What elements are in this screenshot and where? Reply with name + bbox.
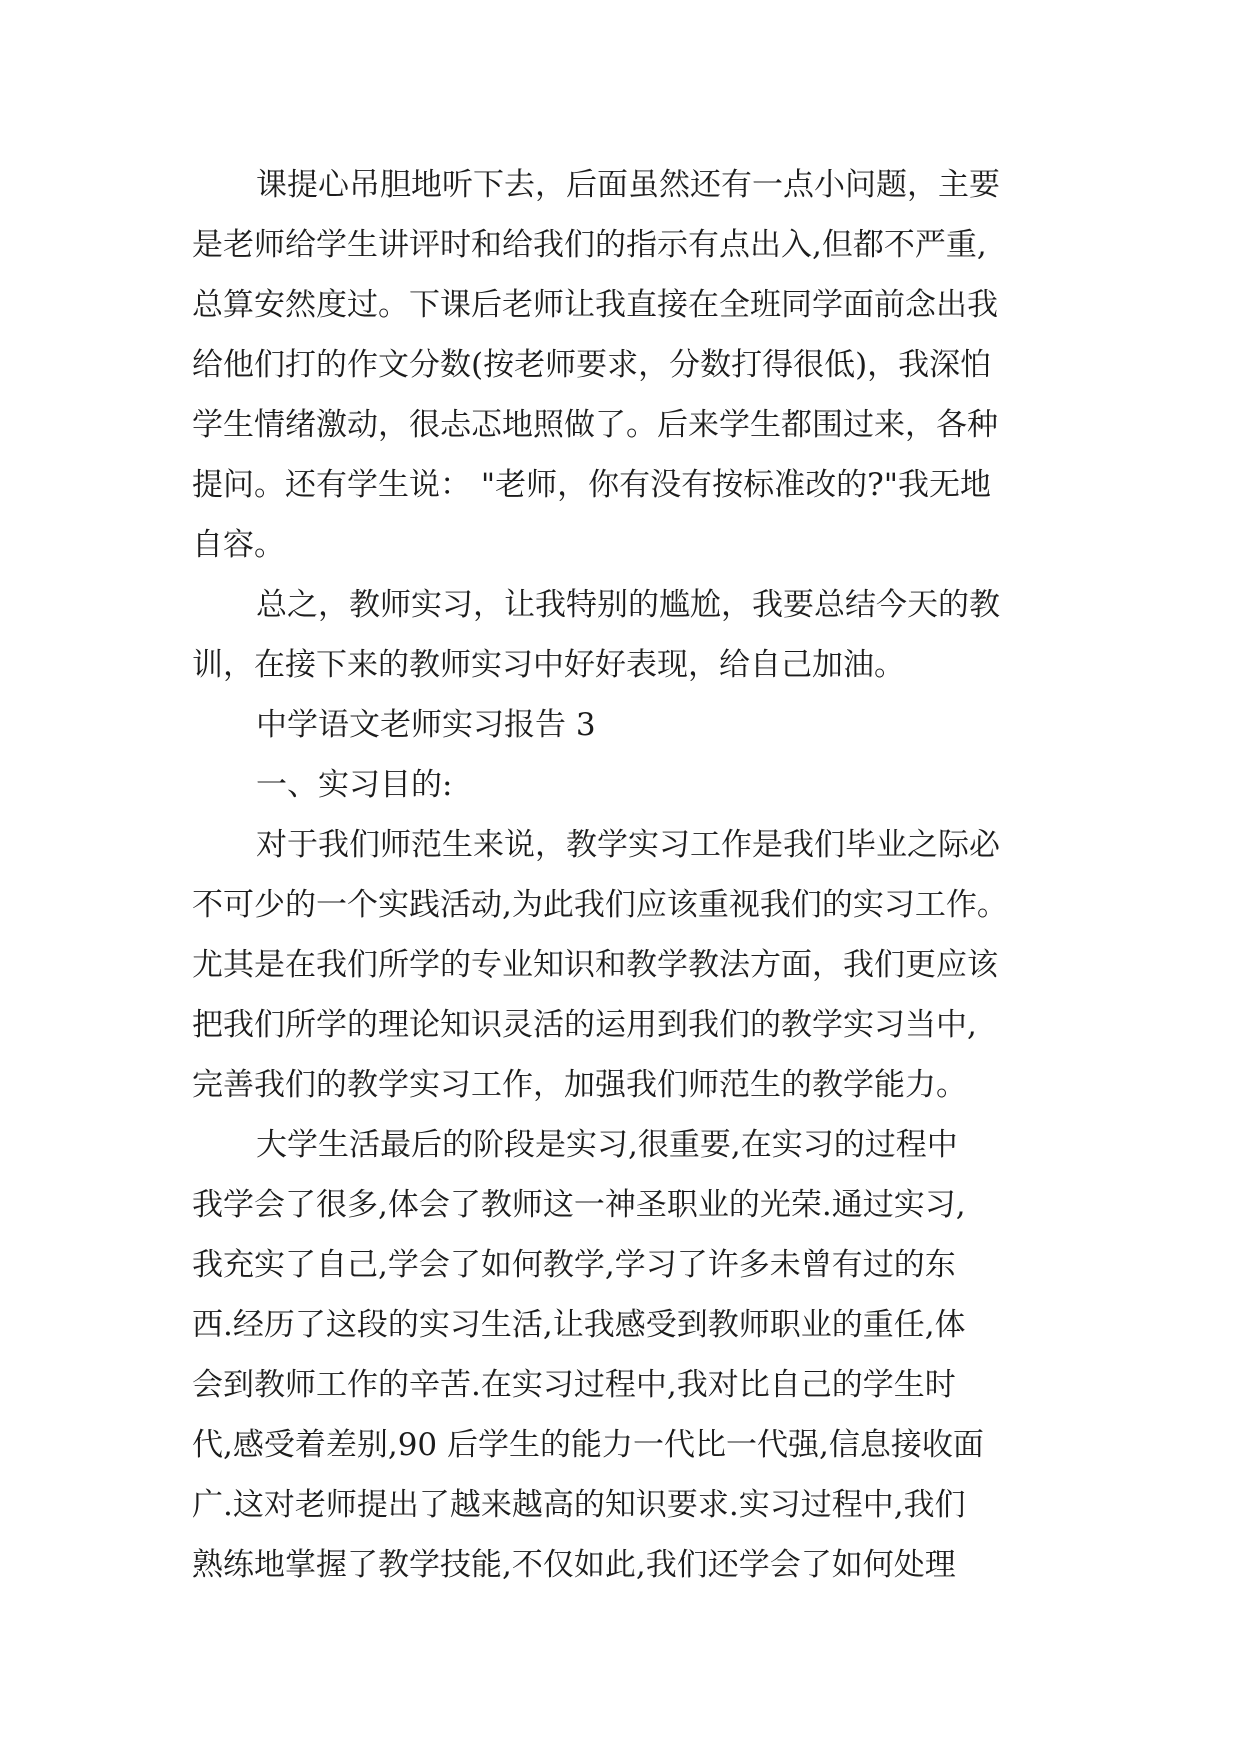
text-line: 大学生活最后的阶段是实习,很重要,在实习的过程中: [256, 1127, 958, 1163]
text-line: 训，在接下来的教师实习中好好表现，给自己加油。: [192, 647, 905, 683]
text-line: 不可少的一个实践活动,为此我们应该重视我们的实习工作。: [192, 887, 1008, 923]
text-line: 我充实了自己,学会了如何教学,学习了许多未曾有过的东: [192, 1247, 956, 1283]
text-line: 广.这对老师提出了越来越高的知识要求.实习过程中,我们: [192, 1487, 966, 1523]
text-line: 西.经历了这段的实习生活,让我感受到教师职业的重任,体: [192, 1307, 966, 1343]
text-line: 把我们所学的理论知识灵活的运用到我们的教学实习当中,: [192, 1007, 977, 1043]
text-line: 总之，教师实习，让我特别的尴尬，我要总结今天的教: [256, 587, 1000, 623]
text-line: 是老师给学生讲评时和给我们的指示有点出入,但都不严重,: [192, 227, 987, 263]
text-line: 给他们打的作文分数(按老师要求，分数打得很低)，我深怕: [192, 347, 992, 383]
section-heading: 一、实习目的:: [256, 767, 453, 803]
text-line: 提问。还有学生说： "老师，你有没有按标准改的?"我无地: [192, 467, 991, 503]
text-line: 我学会了很多,体会了教师这一神圣职业的光荣.通过实习,: [192, 1187, 966, 1223]
text-line: 学生情绪激动，很忐忑地照做了。后来学生都围过来，各种: [192, 407, 998, 443]
text-line: 完善我们的教学实习工作，加强我们师范生的教学能力。: [192, 1067, 967, 1103]
text-line: 课提心吊胆地听下去，后面虽然还有一点小问题，主要: [256, 167, 1000, 203]
text-line: 对于我们师范生来说，教学实习工作是我们毕业之际必: [256, 827, 1000, 863]
text-line: 会到教师工作的辛苦.在实习过程中,我对比自己的学生时: [192, 1367, 956, 1403]
text-line: 代,感受着差别,90 后学生的能力一代比一代强,信息接收面: [192, 1427, 984, 1463]
text-line: 熟练地掌握了教学技能,不仅如此,我们还学会了如何处理: [192, 1547, 956, 1583]
text-line: 总算安然度过。下课后老师让我直接在全班同学面前念出我: [192, 287, 998, 323]
section-title: 中学语文老师实习报告 3: [256, 707, 596, 743]
text-line: 自容。: [192, 527, 285, 563]
text-line: 尤其是在我们所学的专业知识和教学教法方面，我们更应该: [192, 947, 998, 983]
